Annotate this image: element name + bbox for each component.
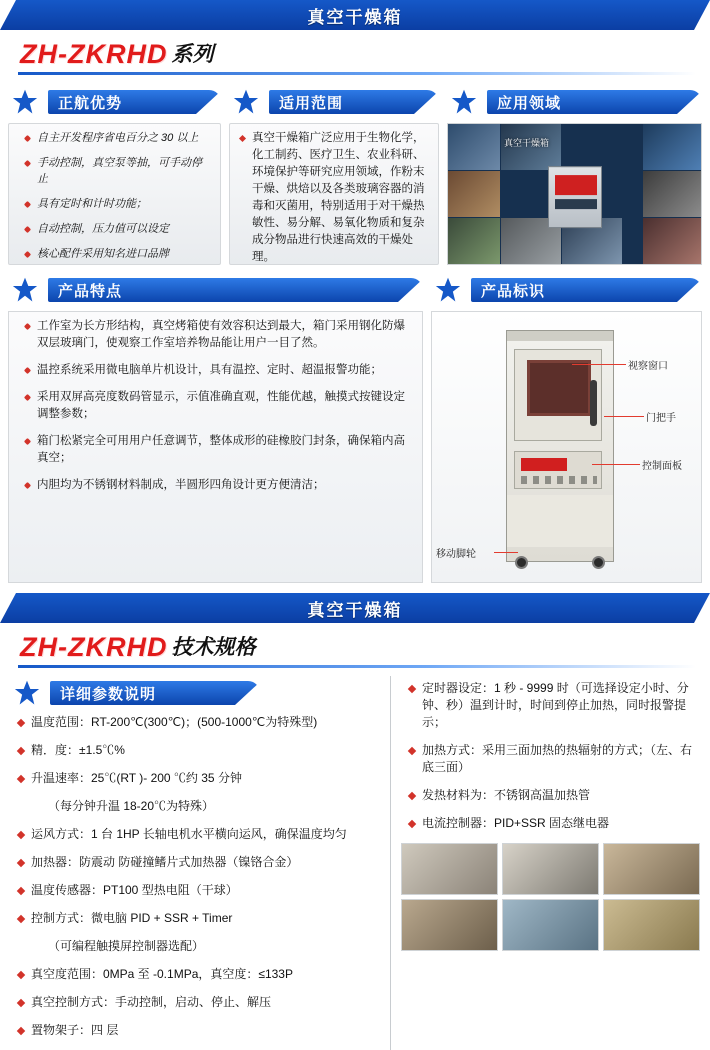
spec-left-column <box>10 676 380 1050</box>
photo-lab-1 <box>448 124 500 170</box>
oven-door-handle <box>590 380 597 426</box>
star-icon <box>447 85 481 119</box>
headline-rule <box>18 72 696 75</box>
identity-box <box>431 311 702 583</box>
field-titlebar <box>447 85 702 119</box>
advantage-title: 正航优势 <box>48 90 221 114</box>
list-item: 升温速率：25℃(RT )- 200 ℃约 35 分钟 <box>18 770 380 787</box>
list-item: 加热方式：采用三面加热的热辐射的方式；（左、右底三面） <box>409 742 700 776</box>
scope-titlebar <box>229 85 439 119</box>
mid-banner <box>0 593 710 623</box>
field-column <box>447 85 702 265</box>
star-icon <box>8 85 42 119</box>
part-photo-valve <box>401 899 498 951</box>
scope-text: 真空干燥箱广泛应用于生物化学，化工制药、医疗卫生、农业科研、环境保护等研究应用领域，作粉末干燥、烘焙以及各类玻璃容器的消毒和灭菌用，特别适用于对干燥热敏性、易分解、易氧化物质和复杂成分物品进行快速高效的干燥处理。 <box>240 130 430 266</box>
part-photo-heater <box>603 843 700 895</box>
field-title: 应用领域 <box>487 90 702 114</box>
spec-headline <box>0 623 710 665</box>
features-list <box>9 312 422 510</box>
star-icon <box>229 85 263 119</box>
features-identity-row <box>0 265 710 583</box>
oven-thumbnail <box>548 166 602 228</box>
scope-title: 适用范围 <box>269 90 439 114</box>
leader-line-window <box>572 364 626 365</box>
list-item: 运风方式：1 台 1HP 长轴电机水平横向运风，确保温度均匀 <box>18 826 380 843</box>
list-item: 发热材料为：不锈钢高温加热管 <box>409 787 700 804</box>
label-wheel: 移动脚轮 <box>436 549 476 560</box>
spec-list-left <box>10 714 380 1039</box>
leader-line-panel <box>592 464 640 465</box>
part-photo-fan-motor <box>401 843 498 895</box>
spec-headline-rule <box>18 665 696 668</box>
oven-door <box>514 349 602 441</box>
list-item: （每分钟升温 18-20℃为特殊） <box>48 799 215 813</box>
spec-model: ZH-ZKRHD <box>20 632 168 662</box>
parts-photo-grid <box>401 843 700 951</box>
scope-box <box>229 123 439 265</box>
top-three-columns <box>0 79 710 265</box>
top-banner-title: 真空干燥箱 <box>307 7 403 27</box>
list-item: 温控系统采用微电脑单片机设计，具有温控、定时、超温报警功能； <box>25 362 414 379</box>
list-item: 自动控制，压力值可以设定 <box>25 221 212 237</box>
star-icon <box>8 273 42 307</box>
features-title: 产品特点 <box>48 278 423 302</box>
spec-right-column <box>390 676 700 1050</box>
label-window: 视察窗口 <box>628 361 668 372</box>
oven-top <box>507 331 613 341</box>
mid-banner-title: 真空干燥箱 <box>307 600 403 620</box>
identity-title: 产品标识 <box>471 278 702 302</box>
leader-line-wheel <box>494 552 518 553</box>
part-photo-gauge <box>502 899 599 951</box>
list-item: 具有定时和计时功能； <box>25 196 212 212</box>
advantage-box <box>8 123 221 265</box>
spec-list-right <box>401 680 700 832</box>
list-item: 温度范围：RT-200℃(300℃)；(500-1000℃为特殊型) <box>18 714 380 731</box>
list-item: 定时器设定：1 秒 - 9999 时（可选择设定小时、分钟、秒）温到计时，时间到停止加热，同时报警提示； <box>409 680 700 731</box>
photo-lab-6 <box>643 124 701 170</box>
application-collage <box>447 123 702 265</box>
oven-display <box>555 175 597 195</box>
oven-lower-body <box>507 495 613 547</box>
list-item: 内胆均为不锈钢材料制成，半圆形四角设计更方便清洁； <box>25 477 414 494</box>
leader-line-handle <box>604 416 644 417</box>
spec-row <box>0 672 710 1050</box>
params-title: 详细参数说明 <box>50 681 260 705</box>
list-item: 控制方式：微电脑 PID + SSR + Timer <box>18 910 380 927</box>
star-icon <box>10 676 44 710</box>
list-item: 箱门松紧完全可用用户任意调节，整体成形的硅橡胶门封条，确保箱内高真空； <box>25 433 414 467</box>
series-headline <box>0 30 710 72</box>
list-item: 电流控制器：PID+SSR 固态继电器 <box>409 815 700 832</box>
features-box <box>8 311 423 583</box>
oven-control-panel <box>514 451 602 489</box>
series-suffix: 系列 <box>171 43 214 66</box>
list-item: 工作室为长方形结构，真空烤箱使有效容积达到最大，箱门采用钢化防爆双层玻璃门，使观察工作室培养物品能让用户一目了然。 <box>25 318 414 352</box>
label-handle: 门把手 <box>646 413 676 424</box>
top-banner <box>0 0 710 30</box>
list-item: 采用双屏高亮度数码管显示，示值准确直观，性能优越，触摸式按键设定调整参数； <box>25 389 414 423</box>
part-photo-blower <box>502 843 599 895</box>
list-item: 自主开发程序省电百分之 30 以上 <box>25 130 212 146</box>
photo-lab-8 <box>643 218 701 265</box>
label-panel: 控制面板 <box>642 461 682 472</box>
series-model: ZH-ZKRHD <box>20 39 168 69</box>
list-item: 置物架子：四 层 <box>18 1022 380 1039</box>
list-item: 加热器：防震动 防碰撞鳍片式加热器（镍铬合金） <box>18 854 380 871</box>
identity-column <box>431 273 702 583</box>
photo-lab-3 <box>448 218 500 265</box>
oven-panel-display <box>521 458 567 471</box>
list-item: 真空度范围：0MPa 至 -0.1MPa，真空度：≤133P <box>18 966 380 983</box>
photo-lab-2 <box>448 171 500 217</box>
oven-panel-buttons <box>521 476 597 484</box>
oven-viewing-window <box>527 360 591 416</box>
oven-caster-right <box>592 556 605 569</box>
advantage-column <box>8 85 221 265</box>
field-caption: 真空干燥箱 <box>504 138 550 148</box>
list-item: （可编程触摸屏控制器选配） <box>48 939 205 953</box>
scope-column <box>229 85 439 265</box>
identity-titlebar <box>431 273 702 307</box>
spec-suffix: 技术规格 <box>171 636 256 659</box>
oven-caster-left <box>515 556 528 569</box>
star-icon <box>431 273 465 307</box>
photo-lab-7 <box>643 171 701 217</box>
list-item: 手动控制，真空泵等抽，可手动停止 <box>25 155 212 187</box>
list-item: 核心配件采用知名进口品牌 <box>25 246 212 262</box>
advantage-list <box>9 124 220 277</box>
list-item: 温度传感器：PT100 型热电阻（干球） <box>18 882 380 899</box>
params-titlebar <box>10 676 380 710</box>
features-column <box>8 273 423 583</box>
advantage-titlebar <box>8 85 221 119</box>
features-titlebar <box>8 273 423 307</box>
part-photo-solenoid <box>603 899 700 951</box>
list-item: 精．度：±1.5℃% <box>18 742 380 759</box>
oven-window <box>555 199 597 209</box>
list-item: 真空控制方式：手动控制，启动、停止、解压 <box>18 994 380 1011</box>
